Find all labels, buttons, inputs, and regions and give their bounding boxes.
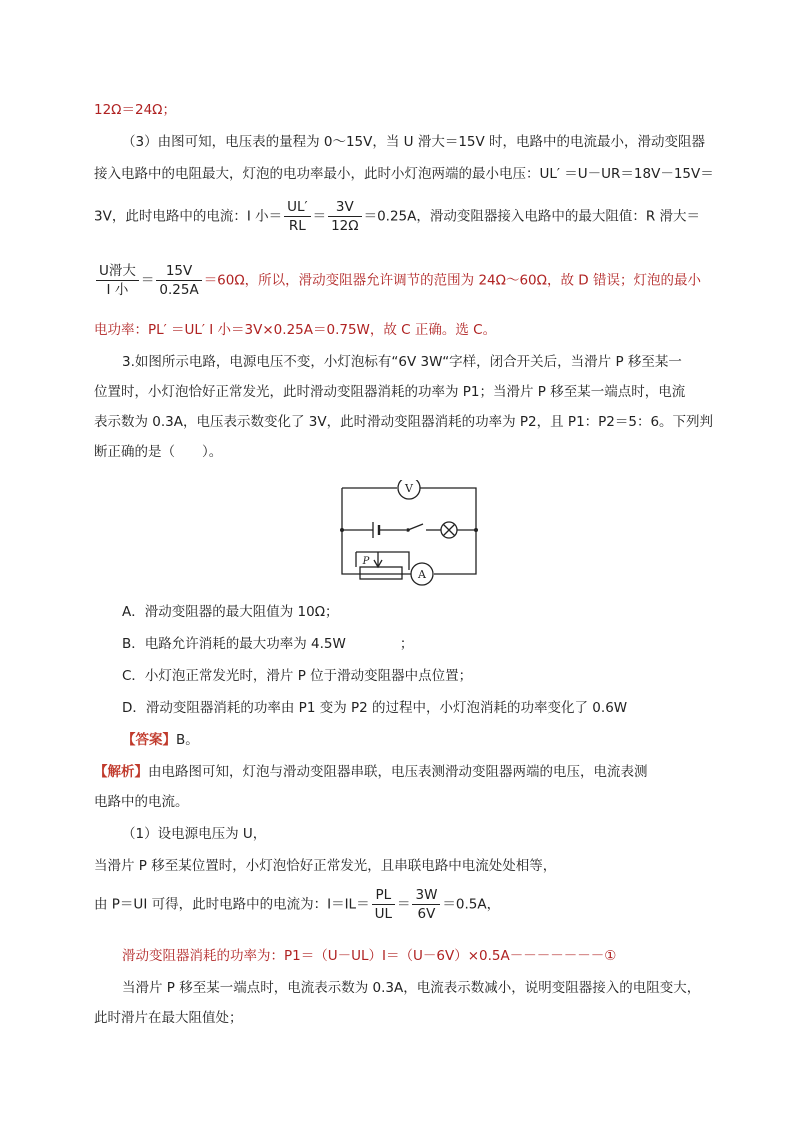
question-line-1: 3.如图所示电路，电源电压不变，小灯泡标有“6V 3W“字样，闭合开关后，当滑片 P 移至某一 bbox=[122, 354, 682, 370]
voltmeter-label: V bbox=[405, 482, 413, 495]
node-right bbox=[474, 528, 478, 532]
right-wire-bottom bbox=[434, 530, 476, 574]
denominator: 12Ω bbox=[331, 218, 359, 234]
text: ＝60Ω，所以，滑动变阻器允许调节的范围为 24Ω～60Ω，故 D 错误；灯泡的最小 bbox=[203, 272, 701, 289]
numerator: 3W bbox=[412, 886, 440, 905]
analysis-text: 由电路图可知，灯泡与滑动变阻器串联，电压表测滑动变阻器两端的电压，电流表测 bbox=[148, 764, 648, 780]
lamp-cross bbox=[444, 525, 455, 536]
denominator: 0.25A bbox=[159, 282, 199, 298]
step-line-5: 当滑片 P 移至某一端点时，电流表示数为 0.3A，电流表示数减小，说明变阻器接入的电阻变大， bbox=[122, 980, 701, 996]
denominator: RL bbox=[288, 218, 306, 234]
solution-line-2: （3）由图可知，电压表的量程为 0～15V，当 U 滑大＝15V 时，电路中的电流最小，滑动变阻器 bbox=[122, 134, 706, 150]
option-c: C．小灯泡正常发光时，滑片 P 位于滑动变阻器中点位置； bbox=[122, 668, 473, 684]
question-line-2: 位置时，小灯泡恰好正常发光，此时滑动变阻器消耗的功率为 P1；当滑片 P 移至某一端点时，电流 bbox=[94, 384, 686, 400]
top-wire-right bbox=[420, 488, 476, 530]
fraction-pl-ul bbox=[372, 886, 395, 923]
text: 由 P＝UI 可得，此时电路中的电流为：I＝IL＝ bbox=[94, 896, 370, 913]
solution-line-5 bbox=[94, 262, 701, 299]
numerator: PL bbox=[372, 886, 395, 905]
equals: ＝ bbox=[396, 896, 411, 913]
numerator: U滑大 bbox=[96, 262, 139, 281]
text: 3V，此时电路中的电流：I 小＝ bbox=[94, 208, 283, 225]
fraction-3w-6v bbox=[412, 886, 440, 923]
numerator: UL′ bbox=[284, 198, 310, 217]
analysis-tag: 【解析】 bbox=[94, 764, 148, 780]
fraction-3v-12 bbox=[328, 198, 362, 235]
question-line-4: 断正确的是（ ）。 bbox=[94, 444, 223, 460]
circuit-diagram bbox=[330, 480, 480, 586]
numerator: 15V bbox=[156, 262, 201, 281]
step-line-1: （1）设电源电压为 U， bbox=[122, 826, 267, 842]
fraction-15v-025a bbox=[156, 262, 201, 299]
answer-tag: 【答案】 bbox=[122, 732, 176, 748]
fraction-ul-rl bbox=[284, 198, 310, 235]
rheostat bbox=[360, 567, 402, 579]
equals: ＝ bbox=[140, 272, 155, 289]
solution-line-1: 12Ω＝24Ω； bbox=[94, 102, 176, 118]
fraction-u-i bbox=[96, 262, 139, 299]
analysis-line-1 bbox=[94, 762, 648, 782]
text: ＝0.5A， bbox=[442, 896, 501, 913]
text: ＝0.25A，滑动变阻器接入电路中的最大阻值：R 滑大＝ bbox=[363, 208, 701, 225]
ammeter-label: A bbox=[418, 568, 426, 581]
option-b: B．电路允许消耗的最大功率为 4.5W ； bbox=[122, 636, 414, 652]
denominator: I 小 bbox=[106, 282, 129, 298]
answer-value: B。 bbox=[176, 732, 199, 748]
switch-pivot bbox=[406, 528, 410, 532]
answer-line bbox=[122, 730, 199, 750]
step-line-2: 当滑片 P 移至某位置时，小灯泡恰好正常发光，且串联电路中电流处处相等， bbox=[94, 858, 557, 874]
text: 滑动变阻器消耗的功率为：P1＝（U－UL）I＝（U－6V）×0.5A－－－－－－－① bbox=[122, 948, 617, 964]
option-d: D．滑动变阻器消耗的功率由 P1 变为 P2 的过程中，小灯泡消耗的功率变化了 0.6W bbox=[122, 700, 628, 716]
question-line-3: 表示数为 0.3A，电压表示数变化了 3V，此时滑动变阻器消耗的功率为 P2，且 P1：P2＝5：6。下列判 bbox=[94, 414, 714, 430]
node-left bbox=[340, 528, 344, 532]
denominator: 6V bbox=[417, 906, 436, 922]
switch-blade bbox=[408, 524, 423, 530]
step-line-6: 此时滑片在最大阻值处； bbox=[94, 1010, 243, 1026]
numerator: 3V bbox=[328, 198, 362, 217]
step-line-4 bbox=[122, 946, 616, 966]
option-a: A．滑动变阻器的最大阻值为 10Ω； bbox=[122, 604, 339, 620]
equals: ＝ bbox=[312, 208, 327, 225]
slider-label: P bbox=[362, 556, 370, 567]
solution-line-3: 接入电路中的电阻最大，灯泡的电功率最小，此时小灯泡两端的最小电压：UL′ ＝U－UR＝18V－15V＝ bbox=[94, 166, 714, 182]
step-line-3 bbox=[94, 886, 500, 923]
solution-line-4 bbox=[94, 198, 700, 235]
denominator: UL bbox=[374, 906, 392, 922]
solution-line-6: 电功率：PL′ ＝UL′ I 小＝3V×0.25A＝0.75W，故 C 正确。选 C。 bbox=[94, 322, 497, 338]
analysis-line-2: 电路中的电流。 bbox=[94, 794, 189, 810]
